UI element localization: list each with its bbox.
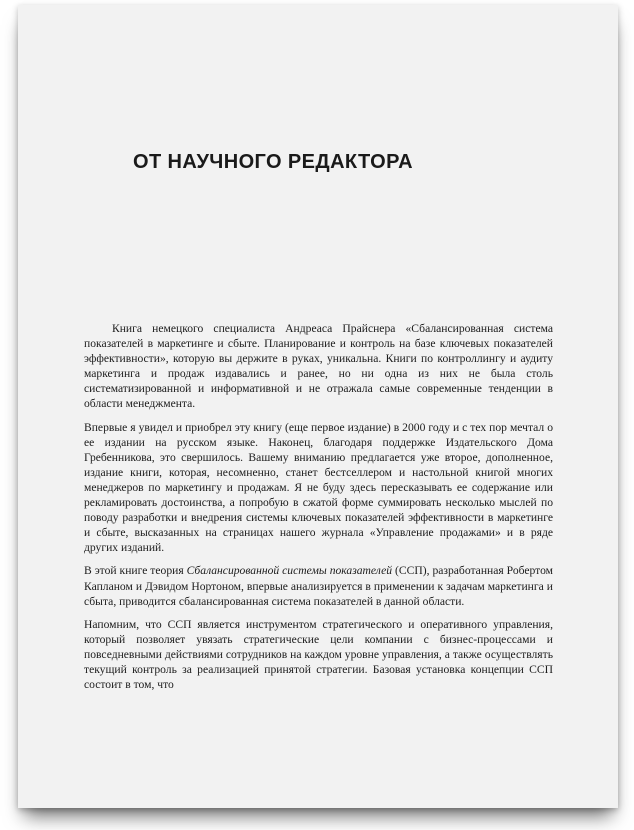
paragraph-3-lead: В этой книге теория: [84, 564, 187, 578]
paragraph-3-rest: (ССП), разработанная Робертом Капланом и Дэвидом Нортоном, впервые анализируется в применении к задачам маркетинга и сбыта, приводится сбалансированная система показателей в данной области.: [84, 564, 553, 608]
book-page: [18, 5, 618, 808]
paragraph-2: Впервые я увидел и приобрел эту книгу (еще первое издание) в 2000 году и с тех пор мечтал о ее издании на русском языке. Наконец, благодаря поддержке Издательского Дома Гребенникова, это свершилось. Вашему вниманию предлагается уже второе, дополненное, издание книги, которая, несомненно, станет бестселлером и настольной книгой многих менеджеров по маркетингу и продажам. Я не буду здесь пересказывать ее содержание или рекламировать достоинства, а попробую в сжатой форме суммировать несколько мыслей по поводу разработки и внедрения системы ключевых показателей эффективности в маркетинге и сбыте, высказанных на страницах нашего журнала «Управление продажами» и в ряде других изданий.: [84, 420, 553, 555]
paragraph-1: Книга немецкого специалиста Андреаса Прайснера «Сбалансированная система показателей в маркетинге и сбыте. Планирование и контроль на базе ключевых показателей эффективности», которую вы держите в руках, уникальна. Книги по контроллингу и аудиту маркетинга и продаж издавались и ранее, но ни одна из них не была столь систематизированной и информативной и не отражала самые современные тенденции в области менеджмента.: [84, 322, 553, 411]
paragraph-3-term: Сбалансированной системы показателей: [186, 564, 393, 578]
page-body: [84, 321, 553, 700]
paragraph-4: Напомним, что ССП является инструментом стратегического и оперативного управления, который позволяет увязать стратегические цели компании с бизнес-процессами и повседневными действиями сотрудников на каждом уровне управления, а также осуществлять текущий контроль за реализацией принятой стратегии. Базовая установка концепции ССП состоит в том, что: [84, 617, 553, 692]
page-title: ОТ НАУЧНОГО РЕДАКТОРА: [133, 151, 413, 173]
paragraph-3: [84, 563, 553, 608]
